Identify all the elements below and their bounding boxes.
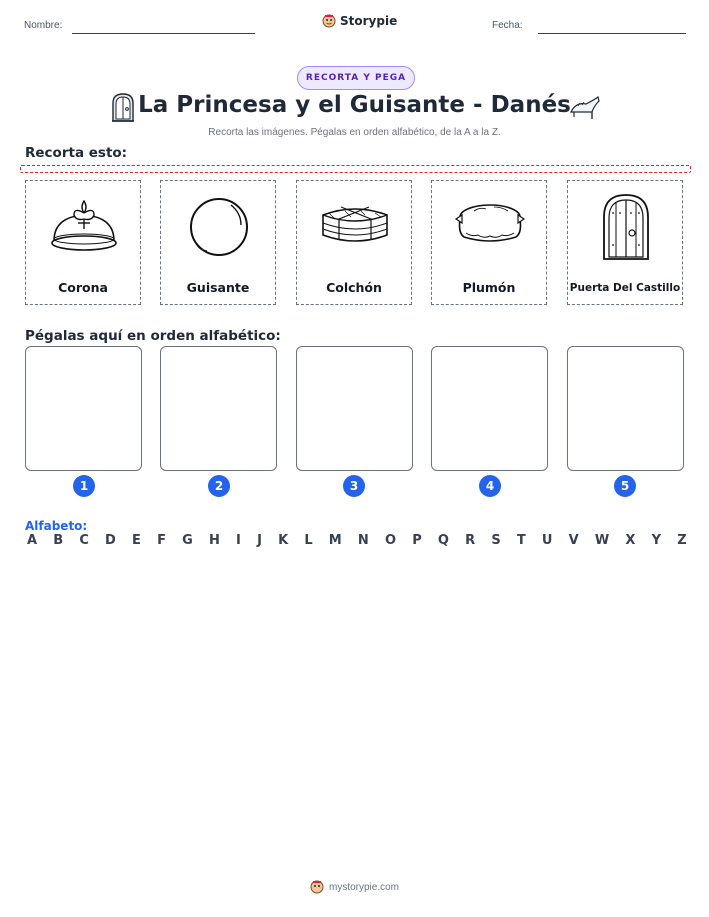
paste-heading: Pégalas aquí en orden alfabético: (25, 328, 281, 344)
card-label: Corona (58, 280, 108, 295)
card-label: Colchón (326, 280, 382, 295)
castle-door-icon (586, 189, 666, 261)
alphabet-letter: Y (651, 533, 662, 548)
alphabet-letter: P (412, 533, 422, 548)
alphabet-letter: W (594, 533, 610, 548)
alphabet-letter: R (465, 533, 476, 548)
brand-logo (322, 14, 397, 28)
alphabet-letter: D (105, 533, 116, 548)
alphabet-letter: H (208, 533, 220, 548)
date-label: Fecha: (492, 20, 523, 31)
alphabet-heading: Alfabeto: (25, 519, 88, 533)
alphabet-letter: Z (677, 533, 687, 548)
alphabet-letter: A (27, 533, 38, 548)
alphabet-letter: B (53, 533, 64, 548)
glass-slipper-icon (568, 94, 602, 122)
page-title: La Princesa y el Guisante - Danés (138, 92, 571, 118)
slot-number-3: 3 (343, 475, 365, 497)
paste-slot-1[interactable] (25, 346, 142, 471)
footer-url[interactable]: mystorypie.com (328, 881, 399, 893)
paste-slot-3[interactable] (296, 346, 413, 471)
paste-slot-4[interactable] (431, 346, 548, 471)
alphabet-letter: U (541, 533, 553, 548)
alphabet-letter: J (257, 533, 262, 548)
paste-slot-2[interactable] (160, 346, 277, 471)
cut-heading: Recorta esto: (25, 145, 128, 161)
crown-icon (44, 189, 124, 261)
card-label: Guisante (186, 280, 250, 295)
card-label: Puerta Del Castillo (569, 282, 681, 294)
slot-number-4: 4 (479, 475, 501, 497)
cut-card-guisante[interactable] (160, 180, 276, 305)
alphabet-letter: Q (437, 533, 449, 548)
name-label: Nombre: (24, 20, 63, 31)
alphabet-letter: N (357, 533, 369, 548)
alphabet-letter: S (491, 533, 501, 548)
activity-badge: RECORTA Y PEGA (297, 66, 415, 90)
alphabet-letter: X (625, 533, 636, 548)
cut-card-colchon[interactable] (296, 180, 412, 305)
alphabet-letter: C (79, 533, 89, 548)
cut-line (20, 165, 691, 173)
slot-number-5: 5 (614, 475, 636, 497)
alphabet-letter: F (157, 533, 166, 548)
cut-card-puerta-del-castillo[interactable] (567, 180, 683, 305)
paste-slot-5[interactable] (567, 346, 684, 471)
alphabet-letter: M (328, 533, 342, 548)
alphabet-letter: I (236, 533, 241, 548)
alphabet-row (27, 533, 687, 548)
date-line[interactable] (538, 33, 686, 34)
storypie-mascot-icon (310, 880, 324, 894)
duvet-icon (450, 189, 530, 261)
brand-name: Storypie (340, 14, 398, 28)
alphabet-letter: E (132, 533, 141, 548)
footer (0, 880, 709, 894)
alphabet-letter: K (278, 533, 289, 548)
slot-number-2: 2 (208, 475, 230, 497)
mattress-icon (315, 189, 395, 261)
pea-icon (179, 189, 259, 261)
instructions: Recorta las imágenes. Pégalas en orden alfabético, de la A a la Z. (208, 127, 501, 138)
card-label: Plumón (462, 280, 516, 295)
cut-card-corona[interactable] (25, 180, 141, 305)
slot-number-1: 1 (73, 475, 95, 497)
alphabet-letter: L (304, 533, 313, 548)
name-line[interactable] (72, 33, 255, 34)
cut-card-plumon[interactable] (431, 180, 547, 305)
storypie-mascot-icon (322, 14, 336, 28)
alphabet-letter: O (384, 533, 397, 548)
alphabet-letter: G (182, 533, 193, 548)
alphabet-letter: T (516, 533, 526, 548)
alphabet-letter: V (568, 533, 579, 548)
